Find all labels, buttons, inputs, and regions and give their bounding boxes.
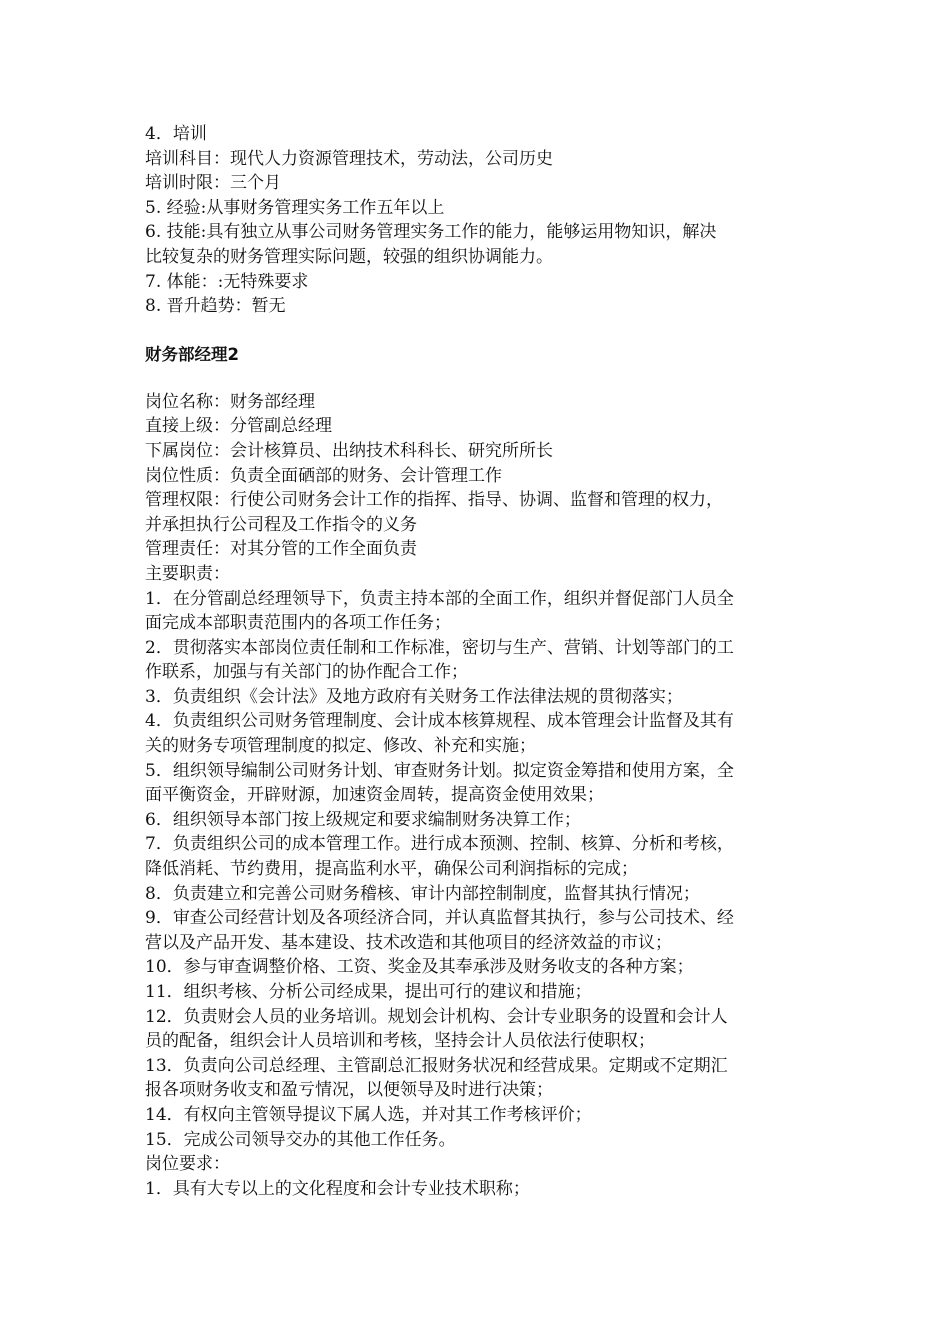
text-line: 报各项财务收支和盈亏情况，以便领导及时进行决策；	[145, 1080, 553, 1101]
text-line: 下属岗位：会计核算员、出纳技术科科长、研究所所长	[145, 440, 553, 461]
text-line: 主要职责：	[145, 563, 230, 584]
text-line: 关的财务专项管理制度的拟定、修改、补充和实施；	[145, 736, 536, 757]
text-line: 直接上级：分管副总经理	[145, 416, 332, 437]
text-line: 岗位要求：	[145, 1154, 230, 1175]
text-line: 作联系，加强与有关部门的协作配合工作；	[145, 662, 468, 683]
text-line: 11．组织考核、分析公司经成果，提出可行的建议和措施；	[145, 982, 592, 1002]
text-line: 岗位名称：财务部经理	[145, 391, 315, 412]
text-line: 6. 技能:具有独立从事公司财务管理实务工作的能力，能够运用物知识，解决	[145, 222, 717, 243]
text-line: 8. 晋升趋势：暂无	[145, 296, 286, 317]
text-line: 4．负责组织公司财务管理制度、会计成本核算规程、成本管理会计监督及其有	[145, 711, 734, 732]
text-line: 15．完成公司领导交办的其他工作任务。	[145, 1129, 456, 1150]
text-line: 12．负责财会人员的业务培训。规划会计机构、会计专业职务的设置和会计人	[145, 1006, 728, 1027]
text-line: 14．有权向主管领导提议下属人选，并对其工作考核评价；	[145, 1104, 592, 1125]
text-line: 岗位性质：负责全面硒部的财务、会计管理工作	[145, 465, 502, 486]
text-line: 2．贯彻落实本部岗位责任制和工作标准，密切与生产、营销、计划等部门的工	[145, 637, 734, 658]
text-line: 1．具有大专以上的文化程度和会计专业技术职称；	[145, 1178, 530, 1199]
text-line: 5．组织领导编制公司财务计划、审查财务计划。拟定资金筹措和使用方案，全	[145, 760, 734, 781]
text-line: 培训时限：三个月	[145, 173, 281, 194]
text-line: 1．在分管副总经理领导下，负责主持本部的全面工作，组织并督促部门人员全	[145, 588, 734, 609]
text-line: 比较复杂的财务管理实际问题，较强的组织协调能力。	[145, 246, 553, 267]
text-line: 营以及产品开发、基本建设、技术改造和其他项目的经济效益的市议；	[145, 932, 672, 953]
text-line: 面完成本部职责范围内的各项工作任务；	[145, 613, 451, 634]
text-line: 8．负责建立和完善公司财务稽核、审计内部控制制度，监督其执行情况；	[145, 883, 700, 904]
text-line: 9．审查公司经营计划及各项经济合同，并认真监督其执行，参与公司技术、经	[145, 908, 734, 929]
text-line: 管理权限：行使公司财务会计工作的指挥、指导、协调、监督和管理的权力，	[145, 490, 723, 511]
text-line: 管理责任：对其分管的工作全面负责	[145, 539, 417, 560]
text-line: 10．参与审查调整价格、工资、奖金及其奉承涉及财务收支的各种方案；	[145, 957, 694, 978]
text-line: 并承担执行公司程及工作指令的义务	[145, 514, 417, 535]
text-line: 3．负责组织《会计法》及地方政府有关财务工作法律法规的贯彻落实；	[145, 686, 683, 707]
text-line: 培训科目：现代人力资源管理技术，劳动法，公司历史	[145, 148, 553, 169]
section-heading: 财务部经理2	[145, 344, 239, 364]
text-line: 6．组织领导本部门按上级规定和要求编制财务决算工作；	[145, 809, 581, 830]
text-line: 4．培训	[145, 124, 207, 144]
text-line: 7．负责组织公司的成本管理工作。进行成本预测、控制、核算、分析和考核，	[145, 834, 734, 855]
training-requirements-section	[145, 122, 820, 319]
job-description-section	[145, 390, 820, 1202]
text-line: 员的配备，组织会计人员培训和考核，坚持会计人员依法行使职权；	[145, 1031, 655, 1052]
text-line: 7. 体能：:无特殊要求	[145, 271, 309, 292]
text-line: 13．负责向公司总经理、主管副总汇报财务状况和经营成果。定期或不定期汇	[145, 1055, 728, 1076]
text-line: 面平衡资金，开辟财源，加速资金周转，提高资金使用效果；	[145, 785, 604, 806]
text-line: 降低消耗、节约费用，提高监利水平，确保公司利润指标的完成；	[145, 859, 638, 880]
text-line: 5. 经验:从事财务管理实务工作五年以上	[145, 197, 445, 218]
